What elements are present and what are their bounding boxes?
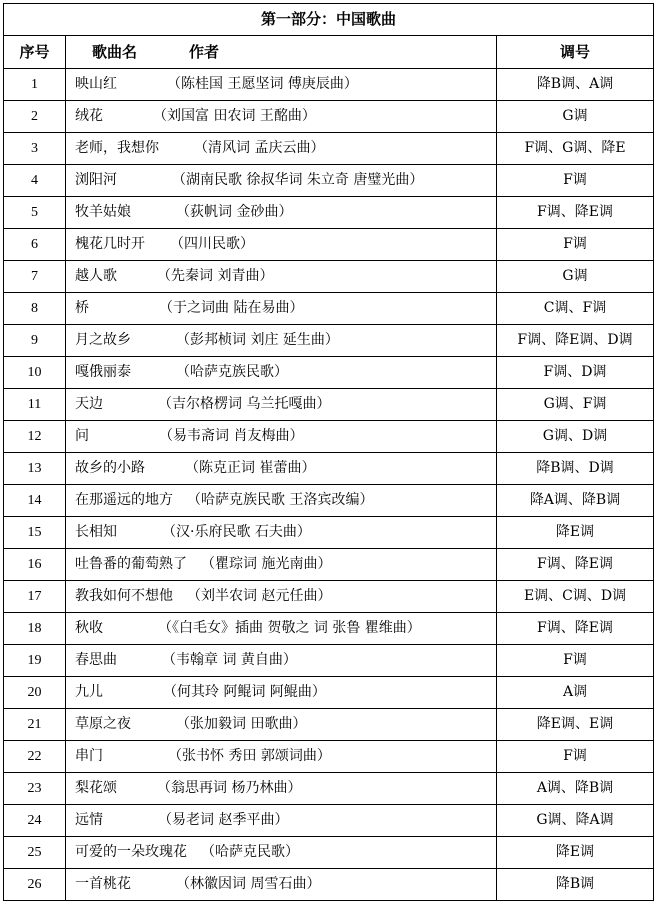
song-number: 23 xyxy=(4,773,66,805)
song-name: 月之故乡 xyxy=(75,332,131,348)
song-name: 长相知 xyxy=(75,524,117,540)
song-name: 九儿 xyxy=(75,684,103,700)
song-credit: （于之词曲 陆在易曲） xyxy=(159,300,304,316)
table-row xyxy=(4,613,654,645)
song-key: 降E调 xyxy=(497,837,654,869)
header-number: 序号 xyxy=(4,36,66,69)
song-number: 20 xyxy=(4,677,66,709)
song-cell xyxy=(66,517,497,549)
song-key: G调 xyxy=(497,101,654,133)
song-key: G调 xyxy=(497,261,654,293)
section-title-row xyxy=(4,4,654,36)
song-cell xyxy=(66,293,497,325)
table-row xyxy=(4,293,654,325)
song-cell xyxy=(66,101,497,133)
song-key: F调、D调 xyxy=(497,357,654,389)
table-row xyxy=(4,165,654,197)
table-row xyxy=(4,197,654,229)
song-cell xyxy=(66,229,497,261)
song-cell xyxy=(66,837,497,869)
song-name: 天边 xyxy=(75,396,103,412)
song-cell xyxy=(66,805,497,837)
song-key: F调 xyxy=(497,741,654,773)
song-cell xyxy=(66,773,497,805)
song-number: 25 xyxy=(4,837,66,869)
song-key: A调、降B调 xyxy=(497,773,654,805)
song-cell xyxy=(66,261,497,293)
song-cell xyxy=(66,709,497,741)
song-name: 远情 xyxy=(75,812,103,828)
song-credit: （张书怀 秀田 郭颂词曲） xyxy=(168,748,331,764)
song-cell xyxy=(66,549,497,581)
song-credit: （哈萨克族民歌） xyxy=(176,364,288,380)
table-row xyxy=(4,869,654,901)
song-number: 17 xyxy=(4,581,66,613)
song-key: 降B调、D调 xyxy=(497,453,654,485)
song-credit: （哈萨克民歌） xyxy=(201,844,299,860)
song-number: 19 xyxy=(4,645,66,677)
song-name: 故乡的小路 xyxy=(75,460,145,476)
song-credit: （汉·乐府民歌 石夫曲） xyxy=(162,524,311,540)
section-title: 第一部分：中国歌曲 xyxy=(4,4,654,36)
song-key: F调 xyxy=(497,229,654,261)
song-cell xyxy=(66,197,497,229)
table-row xyxy=(4,837,654,869)
song-cell xyxy=(66,165,497,197)
song-credit: （瞿琮词 施光南曲） xyxy=(201,556,332,572)
header-song-author xyxy=(66,36,497,69)
song-credit: （易老词 赵季平曲） xyxy=(158,812,289,828)
song-cell xyxy=(66,677,497,709)
song-key: G调、D调 xyxy=(497,421,654,453)
song-credit: （刘半农词 赵元任曲） xyxy=(187,588,332,604)
table-row xyxy=(4,709,654,741)
table-row xyxy=(4,645,654,677)
song-name: 嘎俄丽泰 xyxy=(75,364,131,380)
song-cell xyxy=(66,69,497,101)
table-row xyxy=(4,453,654,485)
song-number: 12 xyxy=(4,421,66,453)
song-cell xyxy=(66,357,497,389)
table-row xyxy=(4,517,654,549)
header-key: 调号 xyxy=(497,36,654,69)
song-name: 在那遥远的地方 xyxy=(75,492,173,508)
song-cell xyxy=(66,581,497,613)
song-name: 梨花颂 xyxy=(75,780,117,796)
song-name: 秋收 xyxy=(75,620,103,636)
song-number: 8 xyxy=(4,293,66,325)
header-song: 歌曲名 xyxy=(92,42,138,61)
song-credit: （张加毅词 田歌曲） xyxy=(176,716,307,732)
song-credit: （何其玲 阿鲲词 阿鲲曲） xyxy=(163,684,326,700)
table-row xyxy=(4,581,654,613)
song-number: 16 xyxy=(4,549,66,581)
song-name: 映山红 xyxy=(75,76,117,92)
song-key: F调、降E调、D调 xyxy=(497,325,654,357)
song-key: F调 xyxy=(497,165,654,197)
song-number: 9 xyxy=(4,325,66,357)
song-number: 26 xyxy=(4,869,66,901)
table-row xyxy=(4,549,654,581)
song-name: 越人歌 xyxy=(75,268,117,284)
table-row xyxy=(4,101,654,133)
song-number: 7 xyxy=(4,261,66,293)
song-key: F调、降E调 xyxy=(497,549,654,581)
song-cell xyxy=(66,133,497,165)
song-number: 5 xyxy=(4,197,66,229)
song-credit: （四川民歌） xyxy=(170,236,254,252)
song-key: E调、C调、D调 xyxy=(497,581,654,613)
song-key: 降A调、降B调 xyxy=(497,485,654,517)
song-key: C调、F调 xyxy=(497,293,654,325)
song-number: 10 xyxy=(4,357,66,389)
song-key: G调、降A调 xyxy=(497,805,654,837)
song-credit: （陈克正词 崔蕾曲） xyxy=(185,460,316,476)
table-row xyxy=(4,805,654,837)
song-number: 21 xyxy=(4,709,66,741)
song-credit: （湖南民歌 徐叔华词 朱立奇 唐璧光曲） xyxy=(172,172,424,188)
song-number: 13 xyxy=(4,453,66,485)
song-number: 22 xyxy=(4,741,66,773)
song-key: A调 xyxy=(497,677,654,709)
song-name: 桥 xyxy=(75,300,89,316)
song-name: 串门 xyxy=(75,748,103,764)
song-credit: （刘国富 田农词 王酩曲） xyxy=(153,108,316,124)
song-credit: （《白毛女》插曲 贺敬之 词 张鲁 瞿维曲） xyxy=(158,620,421,636)
song-cell xyxy=(66,869,497,901)
song-number: 2 xyxy=(4,101,66,133)
song-number: 18 xyxy=(4,613,66,645)
song-key: F调、降E调 xyxy=(497,197,654,229)
song-name: 草原之夜 xyxy=(75,716,131,732)
song-name: 牧羊姑娘 xyxy=(75,204,131,220)
song-cell xyxy=(66,645,497,677)
song-credit: （哈萨克族民歌 王洛宾改编） xyxy=(187,492,374,508)
song-name: 槐花几时开 xyxy=(75,236,145,252)
song-key: G调、F调 xyxy=(497,389,654,421)
song-number: 11 xyxy=(4,389,66,421)
song-cell xyxy=(66,741,497,773)
song-table xyxy=(3,3,654,901)
table-row xyxy=(4,261,654,293)
song-cell xyxy=(66,453,497,485)
table-row xyxy=(4,69,654,101)
table-row xyxy=(4,741,654,773)
song-number: 6 xyxy=(4,229,66,261)
song-name: 春思曲 xyxy=(75,652,117,668)
song-number: 4 xyxy=(4,165,66,197)
song-name: 绒花 xyxy=(75,108,103,124)
song-number: 15 xyxy=(4,517,66,549)
song-credit: （韦翰章 词 黄自曲） xyxy=(162,652,297,668)
song-number: 14 xyxy=(4,485,66,517)
table-row xyxy=(4,389,654,421)
song-credit: （林徽因词 周雪石曲） xyxy=(176,876,321,892)
song-name: 教我如何不想他 xyxy=(75,588,173,604)
song-key: F调 xyxy=(497,645,654,677)
song-name: 一首桃花 xyxy=(75,876,131,892)
song-name: 吐鲁番的葡萄熟了 xyxy=(75,556,187,572)
song-key: F调、降E调 xyxy=(497,613,654,645)
table-row xyxy=(4,421,654,453)
song-credit: （吉尔格楞词 乌兰托嘎曲） xyxy=(158,396,331,412)
song-number: 3 xyxy=(4,133,66,165)
song-name: 老师，我想你 xyxy=(75,140,159,156)
song-key: F调、G调、降E xyxy=(497,133,654,165)
song-cell xyxy=(66,485,497,517)
table-row xyxy=(4,485,654,517)
table-row xyxy=(4,133,654,165)
song-credit: （彭邦桢词 刘庄 延生曲） xyxy=(176,332,339,348)
song-number: 24 xyxy=(4,805,66,837)
song-name: 可爱的一朵玫瑰花 xyxy=(75,844,187,860)
song-credit: （易韦斋词 肖友梅曲） xyxy=(159,428,304,444)
song-credit: （清风词 孟庆云曲） xyxy=(194,140,325,156)
table-row xyxy=(4,325,654,357)
song-number: 1 xyxy=(4,69,66,101)
table-row xyxy=(4,229,654,261)
song-cell xyxy=(66,613,497,645)
song-cell xyxy=(66,325,497,357)
song-key: 降B调 xyxy=(497,869,654,901)
song-key: 降E调、E调 xyxy=(497,709,654,741)
song-key: 降E调 xyxy=(497,517,654,549)
song-credit: （荻帆词 金砂曲） xyxy=(176,204,293,220)
header-author: 作者 xyxy=(189,42,220,61)
song-name: 问 xyxy=(75,428,89,444)
header-row xyxy=(4,36,654,69)
song-cell xyxy=(66,389,497,421)
table-row xyxy=(4,357,654,389)
song-credit: （先秦词 刘青曲） xyxy=(157,268,274,284)
table-row xyxy=(4,773,654,805)
song-credit: （陈桂国 王愿坚词 傅庚辰曲） xyxy=(167,76,358,92)
table-row xyxy=(4,677,654,709)
song-name: 浏阳河 xyxy=(75,172,117,188)
song-cell xyxy=(66,421,497,453)
song-key: 降B调、A调 xyxy=(497,69,654,101)
song-credit: （翁思再词 杨乃林曲） xyxy=(157,780,302,796)
